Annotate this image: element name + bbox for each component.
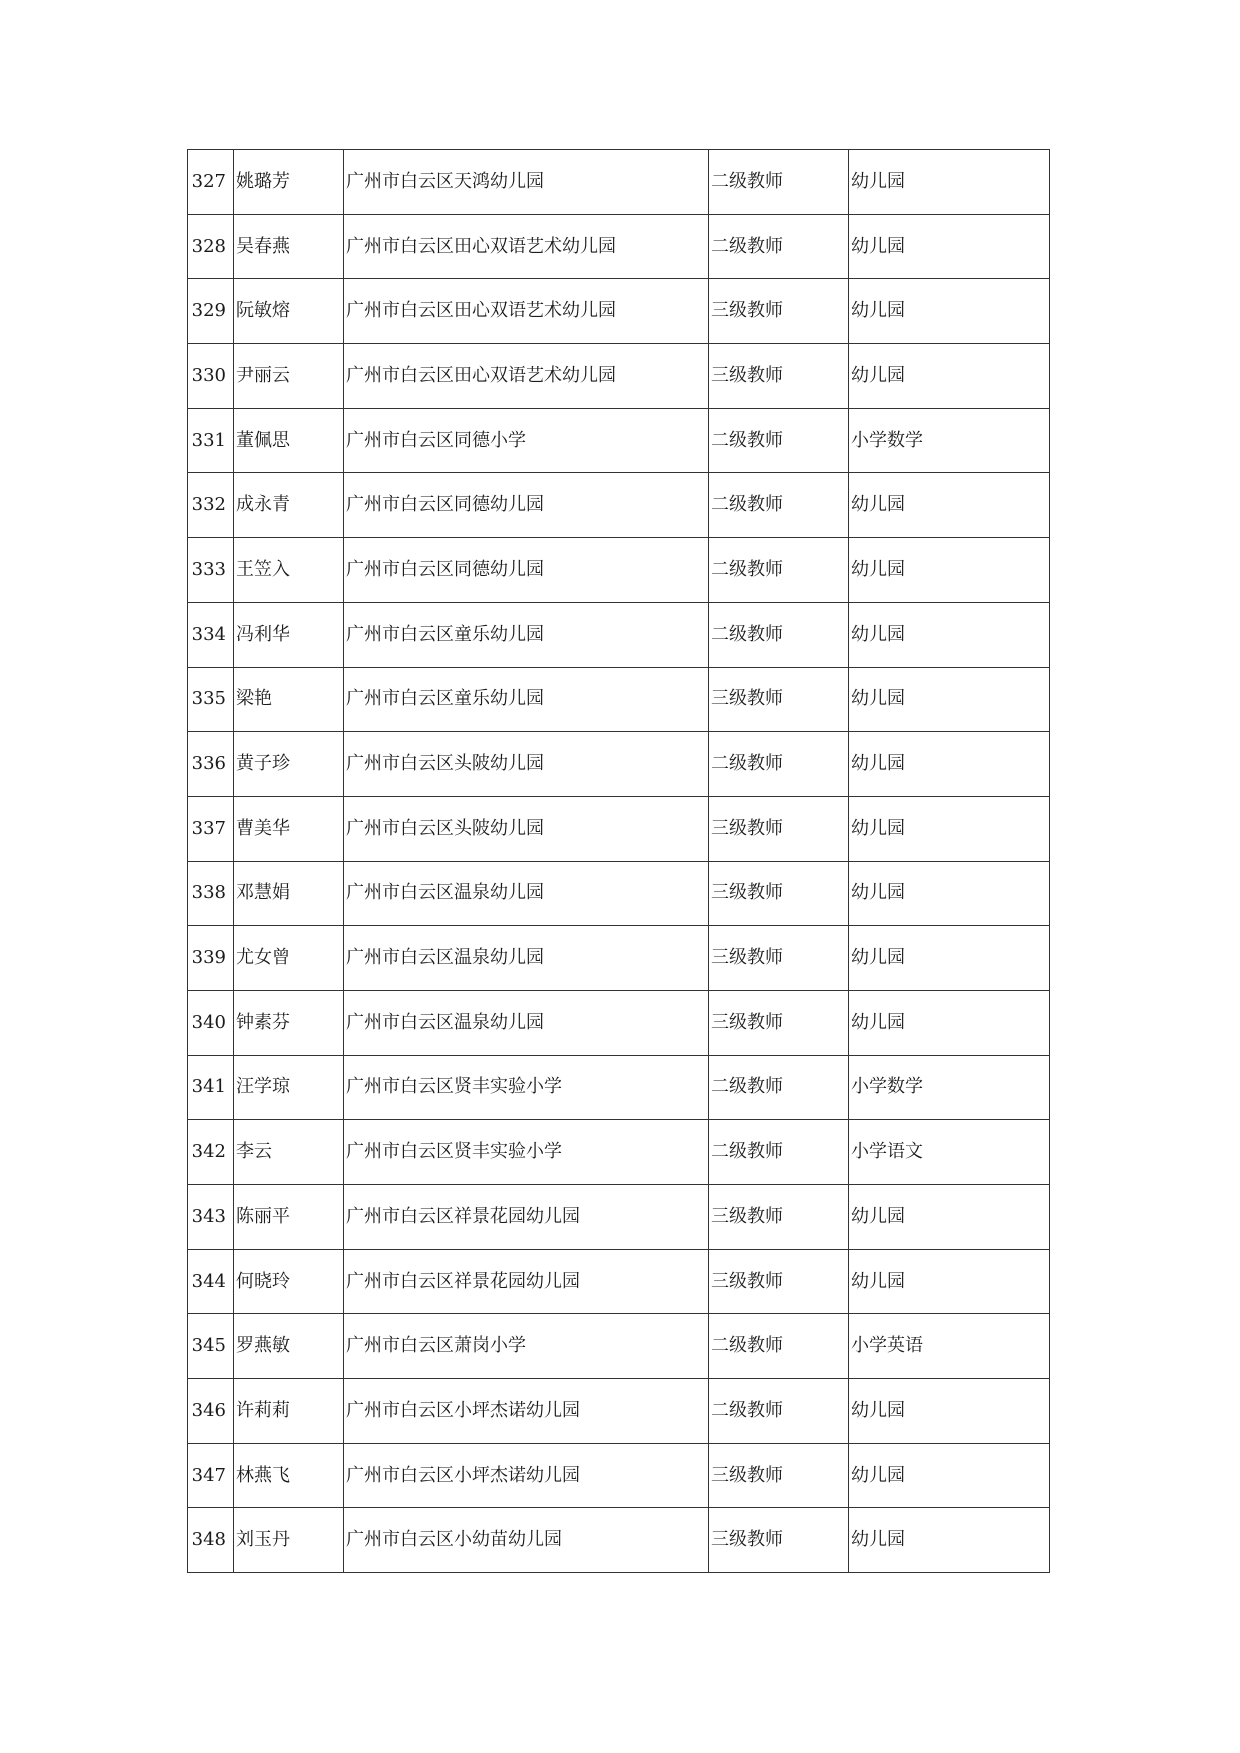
school-name-cell: 广州市白云区同德幼儿园	[344, 473, 709, 538]
teacher-name-cell: 梁艳	[234, 667, 344, 732]
teacher-rank-cell: 二级教师	[709, 214, 849, 279]
table-row	[188, 214, 1050, 279]
table-row	[188, 1508, 1050, 1573]
table-row	[188, 1185, 1050, 1250]
school-name-cell: 广州市白云区头陂幼儿园	[344, 732, 709, 797]
school-name-cell: 广州市白云区祥景花园幼儿园	[344, 1249, 709, 1314]
teaching-subject-cell: 小学语文	[849, 1120, 1050, 1185]
school-name-cell: 广州市白云区田心双语艺术幼儿园	[344, 344, 709, 409]
table-row	[188, 602, 1050, 667]
teacher-rank-cell: 三级教师	[709, 926, 849, 991]
school-name-cell: 广州市白云区田心双语艺术幼儿园	[344, 279, 709, 344]
school-name-cell: 广州市白云区天鸿幼儿园	[344, 150, 709, 215]
school-name-cell: 广州市白云区小坪杰诺幼儿园	[344, 1379, 709, 1444]
row-number-cell: 341	[188, 1055, 234, 1120]
school-name-cell: 广州市白云区祥景花园幼儿园	[344, 1185, 709, 1250]
teacher-name-cell: 罗燕敏	[234, 1314, 344, 1379]
table-row	[188, 1249, 1050, 1314]
table-row	[188, 1443, 1050, 1508]
row-number-cell: 337	[188, 796, 234, 861]
teacher-name-cell: 陈丽平	[234, 1185, 344, 1250]
teacher-name-cell: 黄子珍	[234, 732, 344, 797]
table-row	[188, 473, 1050, 538]
teacher-rank-cell: 三级教师	[709, 667, 849, 732]
teaching-subject-cell: 幼儿园	[849, 796, 1050, 861]
teacher-name-cell: 何晓玲	[234, 1249, 344, 1314]
school-name-cell: 广州市白云区贤丰实验小学	[344, 1120, 709, 1185]
teacher-name-cell: 李云	[234, 1120, 344, 1185]
teaching-subject-cell: 幼儿园	[849, 1185, 1050, 1250]
teaching-subject-cell: 幼儿园	[849, 667, 1050, 732]
table-row	[188, 667, 1050, 732]
row-number-cell: 348	[188, 1508, 234, 1573]
table-row	[188, 926, 1050, 991]
teacher-rank-cell: 二级教师	[709, 1120, 849, 1185]
school-name-cell: 广州市白云区温泉幼儿园	[344, 990, 709, 1055]
table-row	[188, 1314, 1050, 1379]
teacher-rank-cell: 二级教师	[709, 538, 849, 603]
school-name-cell: 广州市白云区同德幼儿园	[344, 538, 709, 603]
teacher-name-cell: 汪学琼	[234, 1055, 344, 1120]
row-number-cell: 336	[188, 732, 234, 797]
table-row	[188, 796, 1050, 861]
teacher-rank-cell: 三级教师	[709, 1249, 849, 1314]
school-name-cell: 广州市白云区贤丰实验小学	[344, 1055, 709, 1120]
teaching-subject-cell: 幼儿园	[849, 861, 1050, 926]
teacher-name-cell: 阮敏熔	[234, 279, 344, 344]
teaching-subject-cell: 幼儿园	[849, 1379, 1050, 1444]
teaching-subject-cell: 小学数学	[849, 408, 1050, 473]
teaching-subject-cell: 幼儿园	[849, 150, 1050, 215]
teacher-name-cell: 姚璐芳	[234, 150, 344, 215]
teaching-subject-cell: 幼儿园	[849, 732, 1050, 797]
teacher-rank-cell: 二级教师	[709, 1379, 849, 1444]
teacher-rank-cell: 三级教师	[709, 279, 849, 344]
teaching-subject-cell: 幼儿园	[849, 344, 1050, 409]
table-row	[188, 990, 1050, 1055]
row-number-cell: 340	[188, 990, 234, 1055]
teacher-rank-cell: 二级教师	[709, 473, 849, 538]
teacher-name-cell: 许莉莉	[234, 1379, 344, 1444]
row-number-cell: 342	[188, 1120, 234, 1185]
table-row	[188, 1055, 1050, 1120]
row-number-cell: 328	[188, 214, 234, 279]
teacher-rank-cell: 三级教师	[709, 1508, 849, 1573]
table-row	[188, 1120, 1050, 1185]
teacher-name-cell: 钟素芬	[234, 990, 344, 1055]
table-row	[188, 344, 1050, 409]
teacher-rank-cell: 三级教师	[709, 1443, 849, 1508]
teacher-rank-cell: 三级教师	[709, 1185, 849, 1250]
teacher-name-cell: 尹丽云	[234, 344, 344, 409]
teaching-subject-cell: 幼儿园	[849, 602, 1050, 667]
teacher-name-cell: 董佩思	[234, 408, 344, 473]
row-number-cell: 345	[188, 1314, 234, 1379]
teaching-subject-cell: 幼儿园	[849, 538, 1050, 603]
teaching-subject-cell: 幼儿园	[849, 279, 1050, 344]
row-number-cell: 346	[188, 1379, 234, 1444]
school-name-cell: 广州市白云区田心双语艺术幼儿园	[344, 214, 709, 279]
table-row	[188, 861, 1050, 926]
teacher-name-cell: 邓慧娟	[234, 861, 344, 926]
teacher-rank-cell: 二级教师	[709, 1055, 849, 1120]
table-row	[188, 279, 1050, 344]
row-number-cell: 330	[188, 344, 234, 409]
school-name-cell: 广州市白云区童乐幼儿园	[344, 602, 709, 667]
row-number-cell: 332	[188, 473, 234, 538]
teacher-rank-cell: 二级教师	[709, 1314, 849, 1379]
row-number-cell: 329	[188, 279, 234, 344]
school-name-cell: 广州市白云区温泉幼儿园	[344, 926, 709, 991]
teacher-name-cell: 成永青	[234, 473, 344, 538]
row-number-cell: 338	[188, 861, 234, 926]
teaching-subject-cell: 幼儿园	[849, 473, 1050, 538]
school-name-cell: 广州市白云区小坪杰诺幼儿园	[344, 1443, 709, 1508]
table-row	[188, 150, 1050, 215]
teaching-subject-cell: 幼儿园	[849, 990, 1050, 1055]
school-name-cell: 广州市白云区小幼苗幼儿园	[344, 1508, 709, 1573]
table-row	[188, 538, 1050, 603]
row-number-cell: 344	[188, 1249, 234, 1314]
teacher-roster-table	[187, 149, 1050, 1573]
teacher-name-cell: 曹美华	[234, 796, 344, 861]
teacher-name-cell: 冯利华	[234, 602, 344, 667]
teacher-rank-cell: 三级教师	[709, 344, 849, 409]
teacher-rank-cell: 三级教师	[709, 796, 849, 861]
teaching-subject-cell: 小学数学	[849, 1055, 1050, 1120]
row-number-cell: 347	[188, 1443, 234, 1508]
row-number-cell: 343	[188, 1185, 234, 1250]
teaching-subject-cell: 幼儿园	[849, 1249, 1050, 1314]
teacher-rank-cell: 二级教师	[709, 150, 849, 215]
teacher-rank-cell: 三级教师	[709, 990, 849, 1055]
teacher-name-cell: 刘玉丹	[234, 1508, 344, 1573]
row-number-cell: 335	[188, 667, 234, 732]
teaching-subject-cell: 幼儿园	[849, 214, 1050, 279]
teacher-name-cell: 林燕飞	[234, 1443, 344, 1508]
teacher-rank-cell: 三级教师	[709, 861, 849, 926]
row-number-cell: 331	[188, 408, 234, 473]
table-row	[188, 732, 1050, 797]
teaching-subject-cell: 幼儿园	[849, 926, 1050, 991]
row-number-cell: 333	[188, 538, 234, 603]
table-row	[188, 1379, 1050, 1444]
school-name-cell: 广州市白云区萧岗小学	[344, 1314, 709, 1379]
school-name-cell: 广州市白云区温泉幼儿园	[344, 861, 709, 926]
teacher-rank-cell: 二级教师	[709, 602, 849, 667]
teacher-name-cell: 尤女曾	[234, 926, 344, 991]
row-number-cell: 334	[188, 602, 234, 667]
row-number-cell: 339	[188, 926, 234, 991]
school-name-cell: 广州市白云区童乐幼儿园	[344, 667, 709, 732]
teaching-subject-cell: 幼儿园	[849, 1443, 1050, 1508]
teacher-rank-cell: 二级教师	[709, 408, 849, 473]
school-name-cell: 广州市白云区头陂幼儿园	[344, 796, 709, 861]
table-row	[188, 408, 1050, 473]
school-name-cell: 广州市白云区同德小学	[344, 408, 709, 473]
teacher-name-cell: 王笠入	[234, 538, 344, 603]
row-number-cell: 327	[188, 150, 234, 215]
teacher-rank-cell: 二级教师	[709, 732, 849, 797]
teacher-roster-body	[188, 150, 1050, 1573]
teaching-subject-cell: 幼儿园	[849, 1508, 1050, 1573]
teacher-name-cell: 吴春燕	[234, 214, 344, 279]
teaching-subject-cell: 小学英语	[849, 1314, 1050, 1379]
